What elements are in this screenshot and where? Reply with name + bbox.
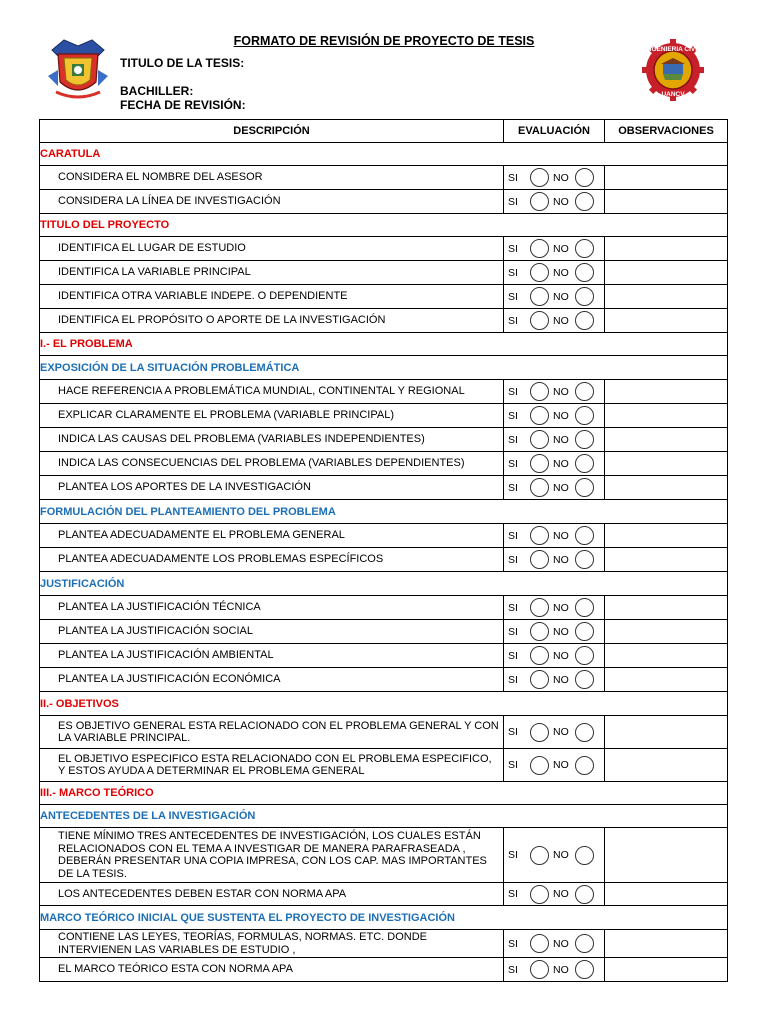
no-checkbox[interactable] <box>575 454 594 473</box>
si-checkbox[interactable] <box>530 454 549 473</box>
subsection-row <box>40 906 728 930</box>
evaluation-cell <box>504 716 605 749</box>
table-row <box>40 620 728 644</box>
evaluation-options <box>504 263 604 282</box>
no-checkbox[interactable] <box>575 168 594 187</box>
no-label: NO <box>553 963 569 976</box>
evaluation-options <box>504 287 604 306</box>
no-checkbox[interactable] <box>575 646 594 665</box>
table-body <box>40 143 728 982</box>
si-checkbox[interactable] <box>530 670 549 689</box>
observations-cell[interactable] <box>605 166 728 190</box>
table-row <box>40 285 728 309</box>
criterion-text: PLANTEA LOS APORTES DE LA INVESTIGACIÓN <box>40 476 504 500</box>
evaluation-options <box>504 960 604 979</box>
observations-cell[interactable] <box>605 668 728 692</box>
subsection-row <box>40 500 728 524</box>
observations-cell[interactable] <box>605 548 728 572</box>
table-row <box>40 930 728 958</box>
evaluation-options <box>504 723 604 742</box>
subsection-heading: JUSTIFICACIÓN <box>40 572 728 596</box>
subsection-heading: MARCO TEÓRICO INICIAL QUE SUSTENTA EL PROYECTO DE INVESTIGACIÓN <box>40 906 728 930</box>
si-label: SI <box>508 481 518 494</box>
section-heading: III.- MARCO TEÓRICO <box>40 782 728 805</box>
table-row <box>40 716 728 749</box>
section-row <box>40 333 728 356</box>
section-row <box>40 692 728 716</box>
no-checkbox[interactable] <box>575 430 594 449</box>
observations-cell[interactable] <box>605 452 728 476</box>
evaluation-options <box>504 406 604 425</box>
evaluation-options <box>504 526 604 545</box>
observations-cell[interactable] <box>605 930 728 958</box>
observations-cell[interactable] <box>605 958 728 982</box>
no-checkbox[interactable] <box>575 723 594 742</box>
criterion-text: LOS ANTECEDENTES DEBEN ESTAR CON NORMA APA <box>40 883 504 906</box>
evaluation-cell <box>504 166 605 190</box>
evaluation-options <box>504 192 604 211</box>
no-label: NO <box>553 649 569 662</box>
observations-cell[interactable] <box>605 620 728 644</box>
evaluation-cell <box>504 476 605 500</box>
no-checkbox[interactable] <box>575 382 594 401</box>
si-label: SI <box>508 314 518 327</box>
evaluation-cell <box>504 190 605 214</box>
criterion-text: EXPLICAR CLARAMENTE EL PROBLEMA (VARIABLE PRINCIPAL) <box>40 404 504 428</box>
evaluation-options <box>504 382 604 401</box>
evaluation-cell <box>504 620 605 644</box>
si-checkbox[interactable] <box>530 960 549 979</box>
no-label: NO <box>553 529 569 542</box>
si-label: SI <box>508 888 518 900</box>
section-heading: CARATULA <box>40 143 728 166</box>
evaluation-cell <box>504 428 605 452</box>
no-label: NO <box>553 266 569 279</box>
column-header-evaluacion: EVALUACIÓN <box>504 120 605 143</box>
no-checkbox[interactable] <box>575 670 594 689</box>
no-label: NO <box>553 171 569 184</box>
no-label: NO <box>553 849 569 861</box>
si-label: SI <box>508 266 518 279</box>
observations-cell[interactable] <box>605 716 728 749</box>
si-checkbox[interactable] <box>530 287 549 306</box>
no-label: NO <box>553 433 569 446</box>
si-checkbox[interactable] <box>530 885 549 904</box>
no-checkbox[interactable] <box>575 526 594 545</box>
thesis-title-label: TITULO DE LA TESIS: <box>120 56 245 70</box>
criterion-text: IDENTIFICA OTRA VARIABLE INDEPE. O DEPENDIENTE <box>40 285 504 309</box>
si-checkbox[interactable] <box>530 430 549 449</box>
observations-cell[interactable] <box>605 237 728 261</box>
evaluation-options <box>504 646 604 665</box>
criterion-text: INDICA LAS CONSECUENCIAS DEL PROBLEMA (VARIABLES DEPENDIENTES) <box>40 452 504 476</box>
subsection-heading: EXPOSICIÓN DE LA SITUACIÓN PROBLEMÁTICA <box>40 356 728 380</box>
si-label: SI <box>508 601 518 614</box>
table-row <box>40 261 728 285</box>
criterion-text: PLANTEA LA JUSTIFICACIÓN ECONÓMICA <box>40 668 504 692</box>
si-label: SI <box>508 625 518 638</box>
table-row <box>40 883 728 906</box>
si-label: SI <box>508 937 518 950</box>
no-checkbox[interactable] <box>575 885 594 904</box>
no-checkbox[interactable] <box>575 550 594 569</box>
no-label: NO <box>553 601 569 614</box>
observations-cell[interactable] <box>605 476 728 500</box>
evaluation-cell <box>504 828 605 883</box>
si-checkbox[interactable] <box>530 646 549 665</box>
si-checkbox[interactable] <box>530 598 549 617</box>
si-label: SI <box>508 385 518 398</box>
evaluation-options <box>504 756 604 775</box>
table-row <box>40 237 728 261</box>
si-label: SI <box>508 195 518 208</box>
no-label: NO <box>553 457 569 470</box>
si-label: SI <box>508 553 518 566</box>
evaluation-cell <box>504 958 605 982</box>
si-label: SI <box>508 457 518 470</box>
logo-top-text: INGENIERIA CIVIL <box>644 46 702 53</box>
criterion-text: EL OBJETIVO ESPECIFICO ESTA RELACIONADO CON EL PROBLEMA ESPECIFICO, Y ESTOS AYUDA A DETERMINAR EL PROBLEMA GENERAL <box>40 749 504 782</box>
no-checkbox[interactable] <box>575 756 594 775</box>
subsection-row <box>40 805 728 828</box>
observations-cell[interactable] <box>605 883 728 906</box>
evaluation-options <box>504 168 604 187</box>
no-label: NO <box>553 625 569 638</box>
evaluation-cell <box>504 452 605 476</box>
table-row <box>40 476 728 500</box>
no-checkbox[interactable] <box>575 478 594 497</box>
si-label: SI <box>508 649 518 662</box>
evaluation-options <box>504 454 604 473</box>
table-row <box>40 190 728 214</box>
no-label: NO <box>553 290 569 303</box>
criterion-text: PLANTEA ADECUADAMENTE EL PROBLEMA GENERAL <box>40 524 504 548</box>
criterion-text: INDICA LAS CAUSAS DEL PROBLEMA (VARIABLES INDEPENDIENTES) <box>40 428 504 452</box>
observations-cell[interactable] <box>605 596 728 620</box>
evaluation-options <box>504 598 604 617</box>
criterion-text: IDENTIFICA EL LUGAR DE ESTUDIO <box>40 237 504 261</box>
table-row <box>40 828 728 883</box>
no-checkbox[interactable] <box>575 846 594 865</box>
si-label: SI <box>508 242 518 255</box>
si-label: SI <box>508 171 518 184</box>
evaluation-options <box>504 622 604 641</box>
table-row <box>40 644 728 668</box>
no-checkbox[interactable] <box>575 598 594 617</box>
no-checkbox[interactable] <box>575 239 594 258</box>
no-checkbox[interactable] <box>575 934 594 953</box>
criterion-text: CONTIENE LAS LEYES, TEORÍAS, FORMULAS, NORMAS. ETC. DONDE INTERVIENEN LAS VARIABLES DE ESTUDIO , <box>40 930 504 958</box>
no-checkbox[interactable] <box>575 287 594 306</box>
table-row <box>40 428 728 452</box>
document-title: FORMATO DE REVISIÓN DE PROYECTO DE TESIS <box>233 34 535 48</box>
subsection-row <box>40 356 728 380</box>
no-checkbox[interactable] <box>575 960 594 979</box>
subsection-heading: FORMULACIÓN DEL PLANTEAMIENTO DEL PROBLEMA <box>40 500 728 524</box>
logo-bottom-text: UANCV <box>661 91 685 98</box>
no-label: NO <box>553 314 569 327</box>
bachiller-label: BACHILLER: <box>120 84 194 98</box>
column-header-observaciones: OBSERVACIONES <box>605 120 728 143</box>
observations-cell[interactable] <box>605 309 728 333</box>
section-row <box>40 782 728 805</box>
evaluation-cell <box>504 261 605 285</box>
evaluation-cell <box>504 644 605 668</box>
no-checkbox[interactable] <box>575 406 594 425</box>
observations-cell[interactable] <box>605 190 728 214</box>
criterion-text: CONSIDERA EL NOMBRE DEL ASESOR <box>40 166 504 190</box>
criterion-text: PLANTEA LA JUSTIFICACIÓN AMBIENTAL <box>40 644 504 668</box>
si-checkbox[interactable] <box>530 263 549 282</box>
table-row <box>40 749 728 782</box>
no-label: NO <box>553 385 569 398</box>
criterion-text: EL MARCO TEÓRICO ESTA CON NORMA APA <box>40 958 504 982</box>
evaluation-cell <box>504 883 605 906</box>
evaluation-options <box>504 885 604 904</box>
evaluation-cell <box>504 237 605 261</box>
observations-cell[interactable] <box>605 380 728 404</box>
table-row <box>40 166 728 190</box>
si-label: SI <box>508 759 518 771</box>
si-checkbox[interactable] <box>530 846 549 865</box>
si-checkbox[interactable] <box>530 239 549 258</box>
si-checkbox[interactable] <box>530 723 549 742</box>
evaluation-cell <box>504 285 605 309</box>
no-label: NO <box>553 409 569 422</box>
si-label: SI <box>508 409 518 422</box>
table-row <box>40 404 728 428</box>
evaluation-cell <box>504 404 605 428</box>
evaluation-options <box>504 846 604 865</box>
table-row <box>40 596 728 620</box>
si-checkbox[interactable] <box>530 622 549 641</box>
no-label: NO <box>553 937 569 950</box>
si-label: SI <box>508 673 518 686</box>
evaluation-cell <box>504 749 605 782</box>
observations-cell[interactable] <box>605 404 728 428</box>
evaluation-cell <box>504 596 605 620</box>
no-label: NO <box>553 759 569 771</box>
si-checkbox[interactable] <box>530 168 549 187</box>
table-row <box>40 524 728 548</box>
table-row <box>40 452 728 476</box>
no-label: NO <box>553 726 569 738</box>
no-checkbox[interactable] <box>575 192 594 211</box>
table-row <box>40 668 728 692</box>
table-row <box>40 548 728 572</box>
observations-cell[interactable] <box>605 524 728 548</box>
evaluation-cell <box>504 548 605 572</box>
column-header-descripcion: DESCRIPCIÓN <box>40 120 504 143</box>
criterion-text: HACE REFERENCIA A PROBLEMÁTICA MUNDIAL, CONTINENTAL Y REGIONAL <box>40 380 504 404</box>
observations-cell[interactable] <box>605 749 728 782</box>
table-row <box>40 380 728 404</box>
criterion-text: IDENTIFICA LA VARIABLE PRINCIPAL <box>40 261 504 285</box>
si-checkbox[interactable] <box>530 382 549 401</box>
si-checkbox[interactable] <box>530 934 549 953</box>
si-checkbox[interactable] <box>530 550 549 569</box>
observations-cell[interactable] <box>605 644 728 668</box>
si-label: SI <box>508 433 518 446</box>
no-label: NO <box>553 242 569 255</box>
no-label: NO <box>553 673 569 686</box>
section-row <box>40 143 728 166</box>
criterion-text: IDENTIFICA EL PROPÓSITO O APORTE DE LA INVESTIGACIÓN <box>40 309 504 333</box>
section-heading: II.- OBJETIVOS <box>40 692 728 716</box>
no-label: NO <box>553 553 569 566</box>
evaluation-options <box>504 670 604 689</box>
si-label: SI <box>508 849 518 861</box>
review-date-label: FECHA DE REVISIÓN: <box>120 98 246 112</box>
si-label: SI <box>508 963 518 976</box>
evaluation-cell <box>504 309 605 333</box>
table-row <box>40 309 728 333</box>
section-heading: I.- EL PROBLEMA <box>40 333 728 356</box>
evaluation-cell <box>504 524 605 548</box>
table-row <box>40 958 728 982</box>
si-label: SI <box>508 726 518 738</box>
evaluation-options <box>504 239 604 258</box>
evaluation-options <box>504 934 604 953</box>
si-checkbox[interactable] <box>530 526 549 545</box>
no-checkbox[interactable] <box>575 311 594 330</box>
criterion-text: PLANTEA LA JUSTIFICACIÓN TÉCNICA <box>40 596 504 620</box>
criterion-text: PLANTEA LA JUSTIFICACIÓN SOCIAL <box>40 620 504 644</box>
no-checkbox[interactable] <box>575 263 594 282</box>
criterion-text: PLANTEA ADECUADAMENTE LOS PROBLEMAS ESPECÍFICOS <box>40 548 504 572</box>
no-label: NO <box>553 888 569 900</box>
si-label: SI <box>508 290 518 303</box>
si-checkbox[interactable] <box>530 192 549 211</box>
si-checkbox[interactable] <box>530 311 549 330</box>
section-row <box>40 214 728 237</box>
evaluation-cell <box>504 930 605 958</box>
section-heading: TITULO DEL PROYECTO <box>40 214 728 237</box>
criterion-text: TIENE MÍNIMO TRES ANTECEDENTES DE INVESTIGACIÓN, LOS CUALES ESTÁN RELACIONADOS CON EL TEMA A INVESTIGAR DE MANERA PARAFRASEADA , DEBERÁN PRESENTAR UNA COPIA IMPRESA, CON LOS CAP. MAS IMPORTANTES DE LA TESIS. <box>40 828 504 883</box>
evaluation-options <box>504 430 604 449</box>
si-checkbox[interactable] <box>530 756 549 775</box>
evaluation-options <box>504 478 604 497</box>
criterion-text: CONSIDERA LA LÍNEA DE INVESTIGACIÓN <box>40 190 504 214</box>
si-checkbox[interactable] <box>530 478 549 497</box>
observations-cell[interactable] <box>605 428 728 452</box>
subsection-row <box>40 572 728 596</box>
si-label: SI <box>508 529 518 542</box>
si-checkbox[interactable] <box>530 406 549 425</box>
observations-cell[interactable] <box>605 285 728 309</box>
observations-cell[interactable] <box>605 261 728 285</box>
observations-cell[interactable] <box>605 828 728 883</box>
criterion-text: ES OBJETIVO GENERAL ESTA RELACIONADO CON EL PROBLEMA GENERAL Y CON LA VARIABLE PRINCIPAL. <box>40 716 504 749</box>
review-table <box>39 119 728 982</box>
no-label: NO <box>553 481 569 494</box>
subsection-heading: ANTECEDENTES DE LA INVESTIGACIÓN <box>40 805 728 828</box>
evaluation-options <box>504 311 604 330</box>
evaluation-cell <box>504 668 605 692</box>
evaluation-cell <box>504 380 605 404</box>
evaluation-options <box>504 550 604 569</box>
no-checkbox[interactable] <box>575 622 594 641</box>
no-label: NO <box>553 195 569 208</box>
